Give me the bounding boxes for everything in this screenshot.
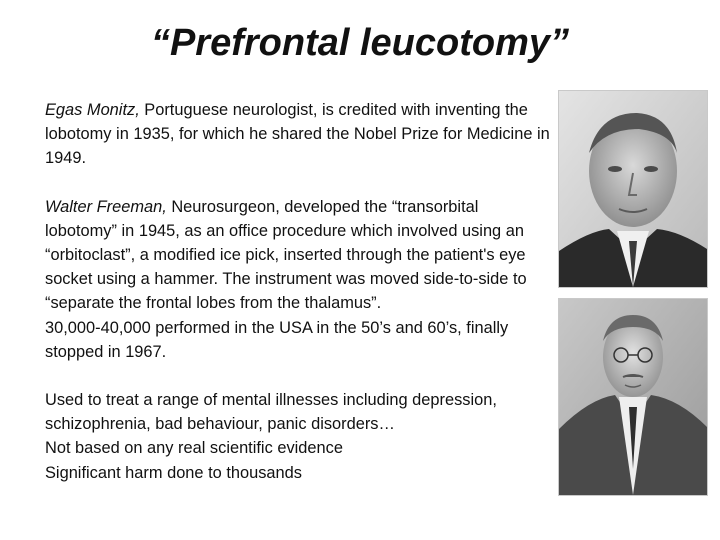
moniz-paragraph — [45, 98, 550, 171]
freeman-paragraph — [45, 195, 550, 316]
moniz-description: Portuguese neurologist, is credited with inventing the lobotomy in 1935, for which he shared the Nobel Prize for Medicine in 1949. — [45, 101, 550, 168]
portrait-photo-moniz — [558, 90, 708, 288]
uses-line: Used to treat a range of mental illnesses including depression, schizophrenia, bad behaviour, panic disorders… — [45, 391, 497, 434]
portrait-illustration — [559, 299, 707, 495]
body-text — [45, 98, 550, 485]
freeman-name: Walter Freeman, — [45, 197, 167, 216]
count-line: 30,000-40,000 performed in the USA in the 50’s and 60’s, finally stopped in 1967. — [45, 318, 509, 361]
freeman-description: Neurosurgeon, developed the “transorbital lobotomy” in 1945, as an office procedure which involved using an “orbitoclast”, a modified ice pick, inserted through the patient's eye socket using a hammer. The instrument was moved side-to-side to “separate the frontal lobes from the thalamus”. — [45, 197, 527, 313]
portrait-illustration — [559, 91, 707, 287]
slide-title: “Prefrontal leucotomy” — [150, 22, 570, 64]
harm-line: Significant harm done to thousands — [45, 463, 302, 482]
portrait-photo-freeman — [558, 298, 708, 496]
paragraph-gap — [45, 171, 550, 195]
moniz-name: Egas Monitz, — [45, 101, 140, 119]
evidence-line: Not based on any real scientific evidence — [45, 439, 343, 458]
paragraph-gap — [45, 364, 550, 388]
